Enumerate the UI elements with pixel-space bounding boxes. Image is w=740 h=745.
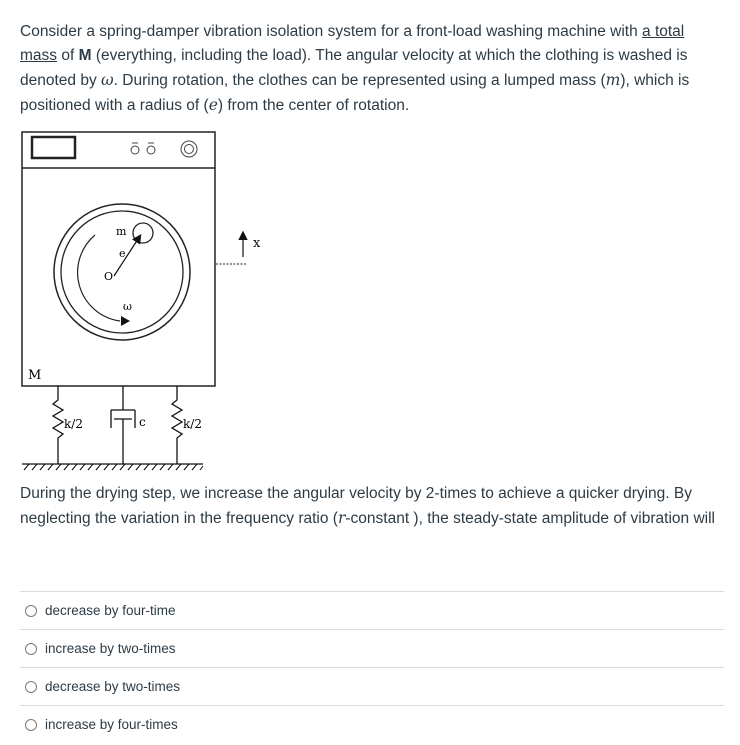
option-label: decrease by four-time <box>45 603 176 618</box>
label-x: x <box>253 236 261 251</box>
ground-hatch <box>24 464 203 470</box>
lumped-mass <box>133 223 153 243</box>
radio-button[interactable] <box>25 681 37 693</box>
option-label: increase by four-times <box>45 717 178 732</box>
question-paragraph-2 <box>20 482 722 531</box>
option-1[interactable] <box>20 591 724 629</box>
option-label: increase by two-times <box>45 641 176 656</box>
question-text: -constant ), the steady-state amplitude of vibration will <box>345 510 715 527</box>
label-k-left: k/2 <box>64 417 83 431</box>
label-omega: ω <box>123 300 132 313</box>
damper <box>111 386 135 464</box>
option-4[interactable] <box>20 705 724 743</box>
label-c: c <box>139 415 146 429</box>
question-text: . During rotation, the clothes can be represented using a lumped mass ( <box>113 72 606 89</box>
label-M: M <box>28 368 42 383</box>
option-label: decrease by two-times <box>45 679 181 694</box>
question-text: ), which is positioned with a radius of ( <box>20 72 690 114</box>
symbol-omega: ω <box>101 71 114 89</box>
label-e: e <box>119 247 126 260</box>
label-k-right: k/2 <box>183 417 202 431</box>
radio-button[interactable] <box>25 719 37 731</box>
symbol-m: m <box>605 71 621 89</box>
question-paragraph-1 <box>20 20 722 118</box>
dial-icon <box>181 141 197 157</box>
washing-machine-diagram <box>20 130 250 475</box>
label-m: m <box>116 225 127 238</box>
right-spring <box>172 386 182 464</box>
question-text: Consider a spring-damper vibration isolation system for a front-load washing machine with <box>20 23 643 40</box>
option-2[interactable] <box>20 629 724 667</box>
label-o: O <box>104 270 114 283</box>
question-text: ) from the center of rotation. <box>217 97 410 114</box>
question-text: of <box>57 47 79 64</box>
question-text: During the drying step, we increase the angular velocity by 2-times to achieve a quicker drying. By neglecting the variation in the frequency ratio ( <box>20 485 693 527</box>
answer-options <box>20 591 724 743</box>
rotation-arrow <box>78 235 120 321</box>
question-text: (everything, including the load). The angular velocity at which the clothing is washed is denoted by <box>20 47 688 89</box>
symbol-M: M <box>78 47 92 64</box>
radio-button[interactable] <box>25 605 37 617</box>
symbol-r: r <box>337 509 346 527</box>
detergent-drawer <box>32 137 75 158</box>
total-mass-link[interactable]: a total mass <box>20 23 685 64</box>
symbol-e: e <box>208 96 218 114</box>
radio-button[interactable] <box>25 643 37 655</box>
left-spring <box>53 386 63 464</box>
option-3[interactable] <box>20 667 724 705</box>
eccentricity-line <box>114 236 140 276</box>
knob-icon <box>131 143 155 154</box>
